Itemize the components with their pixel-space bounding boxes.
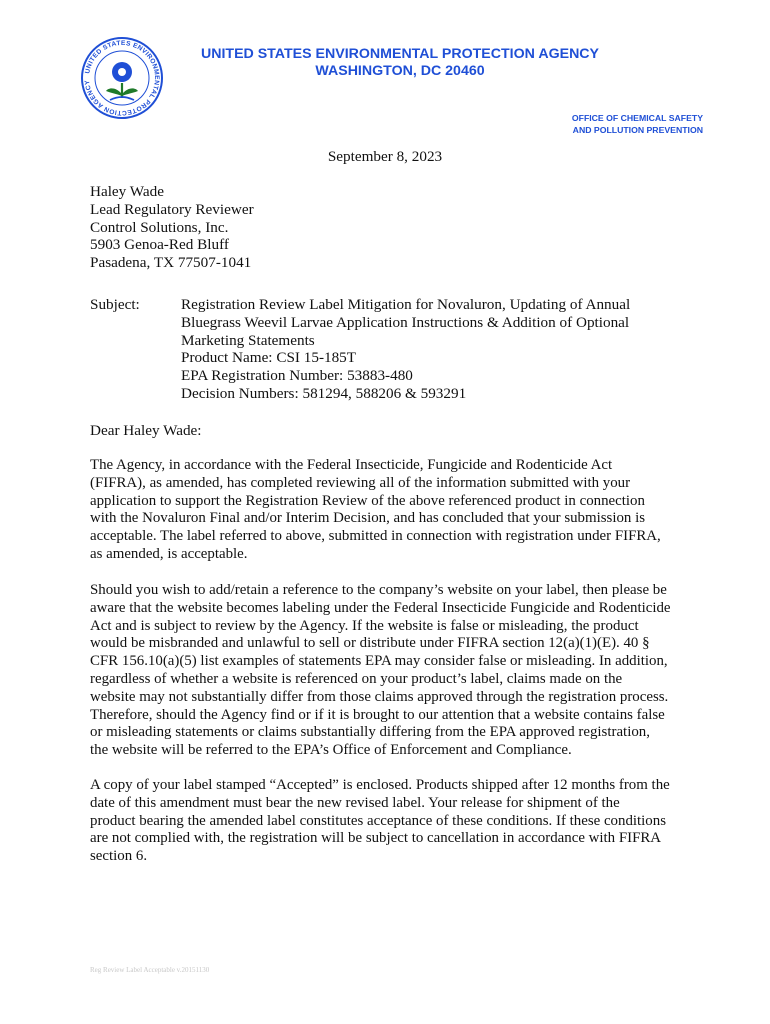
decision-numbers: Decision Numbers: 581294, 588206 & 593291 [181, 384, 467, 402]
product-name: Product Name: CSI 15-185T [181, 349, 357, 367]
paragraph-line: section 6. [90, 848, 148, 865]
recipient-address [90, 183, 254, 272]
paragraph-line: as amended, is acceptable. [90, 545, 248, 562]
footer-note: Reg Review Label Acceptable v.20151130 [90, 966, 210, 974]
paragraph-line: or misleading statements or claims substantially differing from the EPA approved registration, [90, 724, 650, 741]
paragraph-line: date of this amendment must bear the new revised label. Your release for shipment of the [90, 794, 620, 811]
paragraph-line: the website will be referred to the EPA’s Office of Enforcement and Compliance. [90, 742, 572, 759]
paragraph-line: application to support the Registration Review of the above referenced product in connection [90, 492, 645, 509]
body-paragraph-3 [90, 777, 690, 866]
body-paragraph-1 [90, 457, 690, 564]
agency-city: WASHINGTON, DC 20460 [315, 63, 485, 79]
paragraph-line: aware that the website becomes labeling under the Federal Insecticide Fungicide and Rodenticide [90, 599, 671, 616]
paragraph-line: with the Novaluron Final and/or Interim Decision, and has concluded that your submission is [90, 510, 645, 527]
subject-text [181, 296, 651, 403]
paragraph-line: A copy of your label stamped “Accepted” is enclosed. Products shipped after 12 months from the [90, 777, 670, 793]
agency-header [160, 46, 640, 80]
paragraph-line: Therefore, should the Agency find or if it is brought to our attention that a website contains false [90, 706, 665, 723]
body-paragraph-2 [90, 582, 690, 760]
paragraph-line: Should you wish to add/retain a reference to the company’s website on your label, then please be [90, 582, 667, 598]
svg-text:UNITED STATES ENVIRONMENTAL PR: UNITED STATES ENVIRONMENTAL PROTECTION AGENCY [84, 39, 161, 117]
paragraph-line: website may not substantially differ from those claims approved through the registration process. [90, 688, 669, 705]
office-name [572, 113, 703, 136]
agency-name: UNITED STATES ENVIRONMENTAL PROTECTION AGENCY [200, 46, 600, 62]
epa-seal-logo [80, 36, 164, 120]
subject-label: Subject: [90, 296, 140, 313]
paragraph-line: Act and is subject to review by the Agency. If the website is false or misleading, the product [90, 617, 639, 634]
subject-line: Bluegrass Weevil Larvae Application Instructions & Addition of Optional [181, 313, 630, 331]
office-line-1: OFFICE OF CHEMICAL SAFETY [571, 113, 703, 123]
paragraph-line: would be misbranded and unlawful to sell or distribute under FIFRA section 12(a)(1)(E). 40 § [90, 635, 650, 652]
recipient-name: Haley Wade [90, 183, 164, 200]
paragraph-line: The Agency, in accordance with the Federal Insecticide, Fungicide and Rodenticide Act [90, 457, 613, 473]
salutation: Dear Haley Wade: [90, 422, 202, 439]
paragraph-line: acceptable. The label referred to above, submitted in connection with registration under FIFRA, [90, 528, 661, 545]
registration-number: EPA Registration Number: 53883-480 [181, 367, 413, 385]
paragraph-line: CFR 156.10(a)(5) list examples of statements EPA may consider false or misleading. In addition, [90, 653, 668, 670]
recipient-city: Pasadena, TX 77507-1041 [90, 254, 252, 272]
paragraph-line: product bearing the amended label constitutes acceptance of these conditions. If these conditions [90, 812, 666, 829]
letter-date: September 8, 2023 [327, 148, 443, 165]
paragraph-line: regardless of whether a website is referenced on your product’s label, claims made on the [90, 670, 623, 687]
subject-line: Registration Review Label Mitigation for Novaluron, Updating of Annual [181, 296, 631, 313]
paragraph-line: are not complied with, the registration will be subject to cancellation in accordance with FIFRA [90, 830, 662, 847]
subject-line: Marketing Statements [181, 331, 315, 349]
recipient-company: Control Solutions, Inc. [90, 218, 229, 236]
office-line-2: AND POLLUTION PREVENTION [572, 124, 703, 135]
recipient-street: 5903 Genoa-Red Bluff [90, 236, 229, 254]
recipient-title: Lead Regulatory Reviewer [90, 200, 254, 218]
paragraph-line: (FIFRA), as amended, has completed reviewing all of the information submitted with your [90, 474, 631, 491]
